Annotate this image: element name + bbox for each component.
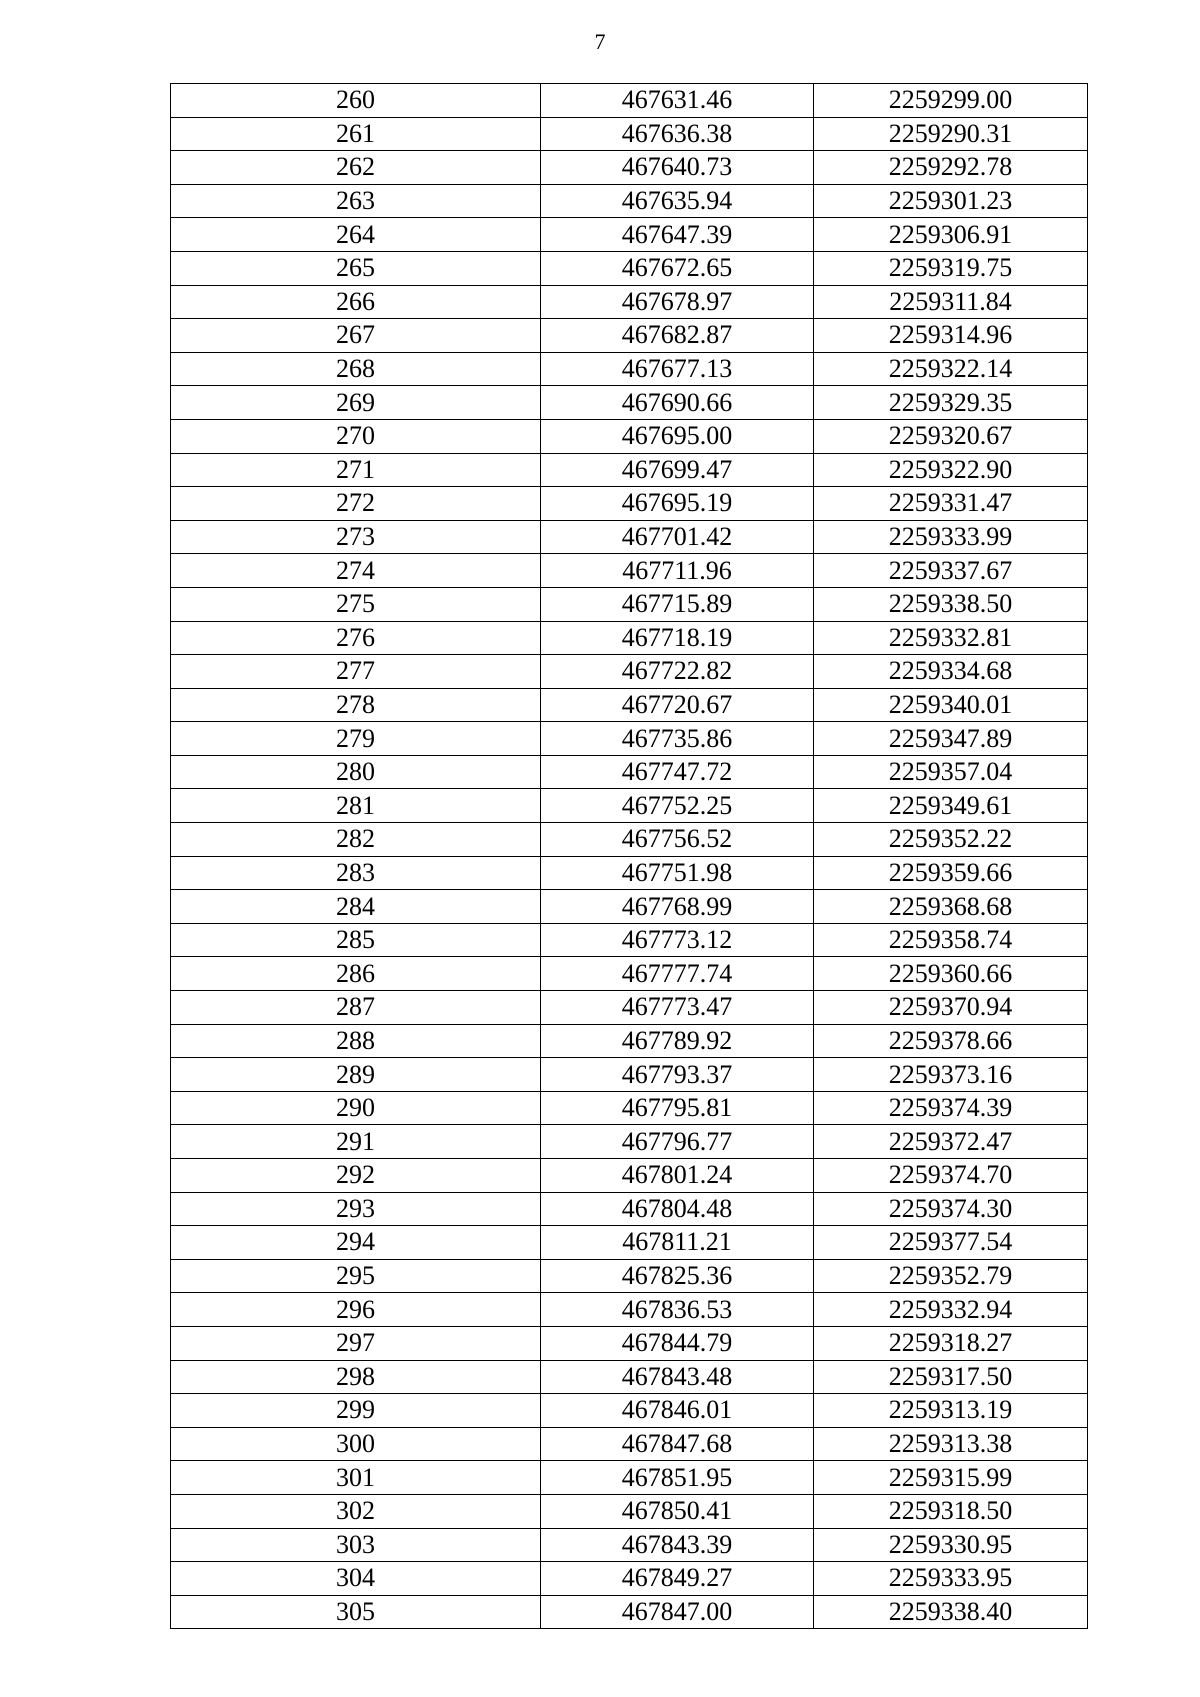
- table-row: [171, 755, 1088, 789]
- x-coordinate-cell: 467773.12: [541, 923, 814, 957]
- point-number-cell: 282: [171, 823, 541, 857]
- x-coordinate-cell: 467720.67: [541, 688, 814, 722]
- x-coordinate-cell: 467836.53: [541, 1293, 814, 1327]
- point-number-cell: 305: [171, 1595, 541, 1629]
- y-coordinate-cell: 2259352.79: [814, 1259, 1088, 1293]
- point-number-cell: 279: [171, 722, 541, 756]
- point-number-cell: 266: [171, 285, 541, 319]
- table-row: [171, 890, 1088, 924]
- point-number-cell: 267: [171, 319, 541, 353]
- point-number-cell: 292: [171, 1159, 541, 1193]
- table-row: [171, 453, 1088, 487]
- x-coordinate-cell: 467846.01: [541, 1394, 814, 1428]
- x-coordinate-cell: 467850.41: [541, 1494, 814, 1528]
- x-coordinate-cell: 467849.27: [541, 1562, 814, 1596]
- table-row: [171, 1226, 1088, 1260]
- x-coordinate-cell: 467773.47: [541, 991, 814, 1025]
- point-number-cell: 261: [171, 117, 541, 151]
- table-row: [171, 789, 1088, 823]
- y-coordinate-cell: 2259329.35: [814, 386, 1088, 420]
- table-row: [171, 957, 1088, 991]
- y-coordinate-cell: 2259306.91: [814, 218, 1088, 252]
- y-coordinate-cell: 2259330.95: [814, 1528, 1088, 1562]
- table-body: [171, 84, 1088, 1629]
- x-coordinate-cell: 467844.79: [541, 1326, 814, 1360]
- point-number-cell: 274: [171, 554, 541, 588]
- y-coordinate-cell: 2259347.89: [814, 722, 1088, 756]
- x-coordinate-cell: 467711.96: [541, 554, 814, 588]
- y-coordinate-cell: 2259349.61: [814, 789, 1088, 823]
- x-coordinate-cell: 467701.42: [541, 520, 814, 554]
- table-row: [171, 1159, 1088, 1193]
- y-coordinate-cell: 2259373.16: [814, 1058, 1088, 1092]
- table-row: [171, 1326, 1088, 1360]
- y-coordinate-cell: 2259368.68: [814, 890, 1088, 924]
- table-row: [171, 655, 1088, 689]
- point-number-cell: 260: [171, 84, 541, 118]
- x-coordinate-cell: 467768.99: [541, 890, 814, 924]
- y-coordinate-cell: 2259332.81: [814, 621, 1088, 655]
- x-coordinate-cell: 467695.00: [541, 419, 814, 453]
- y-coordinate-cell: 2259315.99: [814, 1461, 1088, 1495]
- x-coordinate-cell: 467695.19: [541, 487, 814, 521]
- table-row: [171, 1259, 1088, 1293]
- table-row: [171, 117, 1088, 151]
- table-row: [171, 1562, 1088, 1596]
- x-coordinate-cell: 467752.25: [541, 789, 814, 823]
- y-coordinate-cell: 2259370.94: [814, 991, 1088, 1025]
- y-coordinate-cell: 2259313.19: [814, 1394, 1088, 1428]
- table-row: [171, 1461, 1088, 1495]
- table-row: [171, 587, 1088, 621]
- point-number-cell: 280: [171, 755, 541, 789]
- point-number-cell: 272: [171, 487, 541, 521]
- point-number-cell: 298: [171, 1360, 541, 1394]
- point-number-cell: 284: [171, 890, 541, 924]
- x-coordinate-cell: 467640.73: [541, 151, 814, 185]
- y-coordinate-cell: 2259318.50: [814, 1494, 1088, 1528]
- x-coordinate-cell: 467682.87: [541, 319, 814, 353]
- table-row: [171, 1058, 1088, 1092]
- y-coordinate-cell: 2259340.01: [814, 688, 1088, 722]
- point-number-cell: 303: [171, 1528, 541, 1562]
- y-coordinate-cell: 2259352.22: [814, 823, 1088, 857]
- y-coordinate-cell: 2259290.31: [814, 117, 1088, 151]
- y-coordinate-cell: 2259358.74: [814, 923, 1088, 957]
- point-number-cell: 301: [171, 1461, 541, 1495]
- table-row: [171, 487, 1088, 521]
- point-number-cell: 295: [171, 1259, 541, 1293]
- x-coordinate-cell: 467843.48: [541, 1360, 814, 1394]
- x-coordinate-cell: 467825.36: [541, 1259, 814, 1293]
- y-coordinate-cell: 2259317.50: [814, 1360, 1088, 1394]
- table-row: [171, 352, 1088, 386]
- y-coordinate-cell: 2259314.96: [814, 319, 1088, 353]
- y-coordinate-cell: 2259378.66: [814, 1024, 1088, 1058]
- x-coordinate-cell: 467751.98: [541, 856, 814, 890]
- x-coordinate-cell: 467843.39: [541, 1528, 814, 1562]
- point-number-cell: 297: [171, 1326, 541, 1360]
- table-row: [171, 688, 1088, 722]
- point-number-cell: 277: [171, 655, 541, 689]
- y-coordinate-cell: 2259334.68: [814, 655, 1088, 689]
- y-coordinate-cell: 2259360.66: [814, 957, 1088, 991]
- y-coordinate-cell: 2259292.78: [814, 151, 1088, 185]
- point-number-cell: 296: [171, 1293, 541, 1327]
- table-row: [171, 251, 1088, 285]
- x-coordinate-cell: 467851.95: [541, 1461, 814, 1495]
- table-row: [171, 1024, 1088, 1058]
- y-coordinate-cell: 2259374.30: [814, 1192, 1088, 1226]
- table-row: [171, 1494, 1088, 1528]
- y-coordinate-cell: 2259331.47: [814, 487, 1088, 521]
- table-row: [171, 1595, 1088, 1629]
- y-coordinate-cell: 2259333.99: [814, 520, 1088, 554]
- table-row: [171, 991, 1088, 1025]
- y-coordinate-cell: 2259320.67: [814, 419, 1088, 453]
- x-coordinate-cell: 467747.72: [541, 755, 814, 789]
- table-row: [171, 1427, 1088, 1461]
- table-row: [171, 823, 1088, 857]
- y-coordinate-cell: 2259374.70: [814, 1159, 1088, 1193]
- x-coordinate-cell: 467647.39: [541, 218, 814, 252]
- x-coordinate-cell: 467793.37: [541, 1058, 814, 1092]
- point-number-cell: 264: [171, 218, 541, 252]
- table-row: [171, 722, 1088, 756]
- point-number-cell: 270: [171, 419, 541, 453]
- x-coordinate-cell: 467631.46: [541, 84, 814, 118]
- table-row: [171, 1192, 1088, 1226]
- point-number-cell: 288: [171, 1024, 541, 1058]
- x-coordinate-cell: 467677.13: [541, 352, 814, 386]
- table-row: [171, 285, 1088, 319]
- y-coordinate-cell: 2259313.38: [814, 1427, 1088, 1461]
- table-row: [171, 1293, 1088, 1327]
- y-coordinate-cell: 2259338.40: [814, 1595, 1088, 1629]
- y-coordinate-cell: 2259332.94: [814, 1293, 1088, 1327]
- point-number-cell: 285: [171, 923, 541, 957]
- x-coordinate-cell: 467847.00: [541, 1595, 814, 1629]
- point-number-cell: 300: [171, 1427, 541, 1461]
- table-row: [171, 419, 1088, 453]
- y-coordinate-cell: 2259311.84: [814, 285, 1088, 319]
- table-row: [171, 1360, 1088, 1394]
- y-coordinate-cell: 2259301.23: [814, 184, 1088, 218]
- x-coordinate-cell: 467789.92: [541, 1024, 814, 1058]
- point-number-cell: 286: [171, 957, 541, 991]
- point-number-cell: 265: [171, 251, 541, 285]
- table-row: [171, 1125, 1088, 1159]
- table-row: [171, 1091, 1088, 1125]
- point-number-cell: 299: [171, 1394, 541, 1428]
- x-coordinate-cell: 467777.74: [541, 957, 814, 991]
- y-coordinate-cell: 2259372.47: [814, 1125, 1088, 1159]
- y-coordinate-cell: 2259322.90: [814, 453, 1088, 487]
- x-coordinate-cell: 467718.19: [541, 621, 814, 655]
- coordinates-table: [170, 83, 1088, 1629]
- table-row: [171, 923, 1088, 957]
- page-number: 7: [594, 29, 606, 54]
- x-coordinate-cell: 467672.65: [541, 251, 814, 285]
- point-number-cell: 269: [171, 386, 541, 420]
- y-coordinate-cell: 2259319.75: [814, 251, 1088, 285]
- y-coordinate-cell: 2259337.67: [814, 554, 1088, 588]
- y-coordinate-cell: 2259318.27: [814, 1326, 1088, 1360]
- x-coordinate-cell: 467715.89: [541, 587, 814, 621]
- x-coordinate-cell: 467804.48: [541, 1192, 814, 1226]
- table-row: [171, 319, 1088, 353]
- table-row: [171, 554, 1088, 588]
- point-number-cell: 278: [171, 688, 541, 722]
- point-number-cell: 302: [171, 1494, 541, 1528]
- point-number-cell: 293: [171, 1192, 541, 1226]
- table-row: [171, 84, 1088, 118]
- table-row: [171, 856, 1088, 890]
- x-coordinate-cell: 467801.24: [541, 1159, 814, 1193]
- point-number-cell: 287: [171, 991, 541, 1025]
- table-row: [171, 386, 1088, 420]
- table-row: [171, 520, 1088, 554]
- point-number-cell: 291: [171, 1125, 541, 1159]
- point-number-cell: 294: [171, 1226, 541, 1260]
- y-coordinate-cell: 2259357.04: [814, 755, 1088, 789]
- x-coordinate-cell: 467735.86: [541, 722, 814, 756]
- y-coordinate-cell: 2259377.54: [814, 1226, 1088, 1260]
- y-coordinate-cell: 2259322.14: [814, 352, 1088, 386]
- point-number-cell: 281: [171, 789, 541, 823]
- table-row: [171, 1528, 1088, 1562]
- x-coordinate-cell: 467635.94: [541, 184, 814, 218]
- y-coordinate-cell: 2259338.50: [814, 587, 1088, 621]
- x-coordinate-cell: 467795.81: [541, 1091, 814, 1125]
- point-number-cell: 304: [171, 1562, 541, 1596]
- x-coordinate-cell: 467636.38: [541, 117, 814, 151]
- y-coordinate-cell: 2259374.39: [814, 1091, 1088, 1125]
- table-row: [171, 1394, 1088, 1428]
- x-coordinate-cell: 467699.47: [541, 453, 814, 487]
- table-row: [171, 218, 1088, 252]
- point-number-cell: 289: [171, 1058, 541, 1092]
- y-coordinate-cell: 2259299.00: [814, 84, 1088, 118]
- point-number-cell: 283: [171, 856, 541, 890]
- x-coordinate-cell: 467811.21: [541, 1226, 814, 1260]
- point-number-cell: 273: [171, 520, 541, 554]
- point-number-cell: 263: [171, 184, 541, 218]
- point-number-cell: 268: [171, 352, 541, 386]
- y-coordinate-cell: 2259359.66: [814, 856, 1088, 890]
- table-row: [171, 621, 1088, 655]
- table-row: [171, 184, 1088, 218]
- x-coordinate-cell: 467847.68: [541, 1427, 814, 1461]
- x-coordinate-cell: 467756.52: [541, 823, 814, 857]
- table-row: [171, 151, 1088, 185]
- point-number-cell: 271: [171, 453, 541, 487]
- x-coordinate-cell: 467796.77: [541, 1125, 814, 1159]
- point-number-cell: 262: [171, 151, 541, 185]
- point-number-cell: 275: [171, 587, 541, 621]
- y-coordinate-cell: 2259333.95: [814, 1562, 1088, 1596]
- x-coordinate-cell: 467722.82: [541, 655, 814, 689]
- x-coordinate-cell: 467678.97: [541, 285, 814, 319]
- point-number-cell: 290: [171, 1091, 541, 1125]
- x-coordinate-cell: 467690.66: [541, 386, 814, 420]
- point-number-cell: 276: [171, 621, 541, 655]
